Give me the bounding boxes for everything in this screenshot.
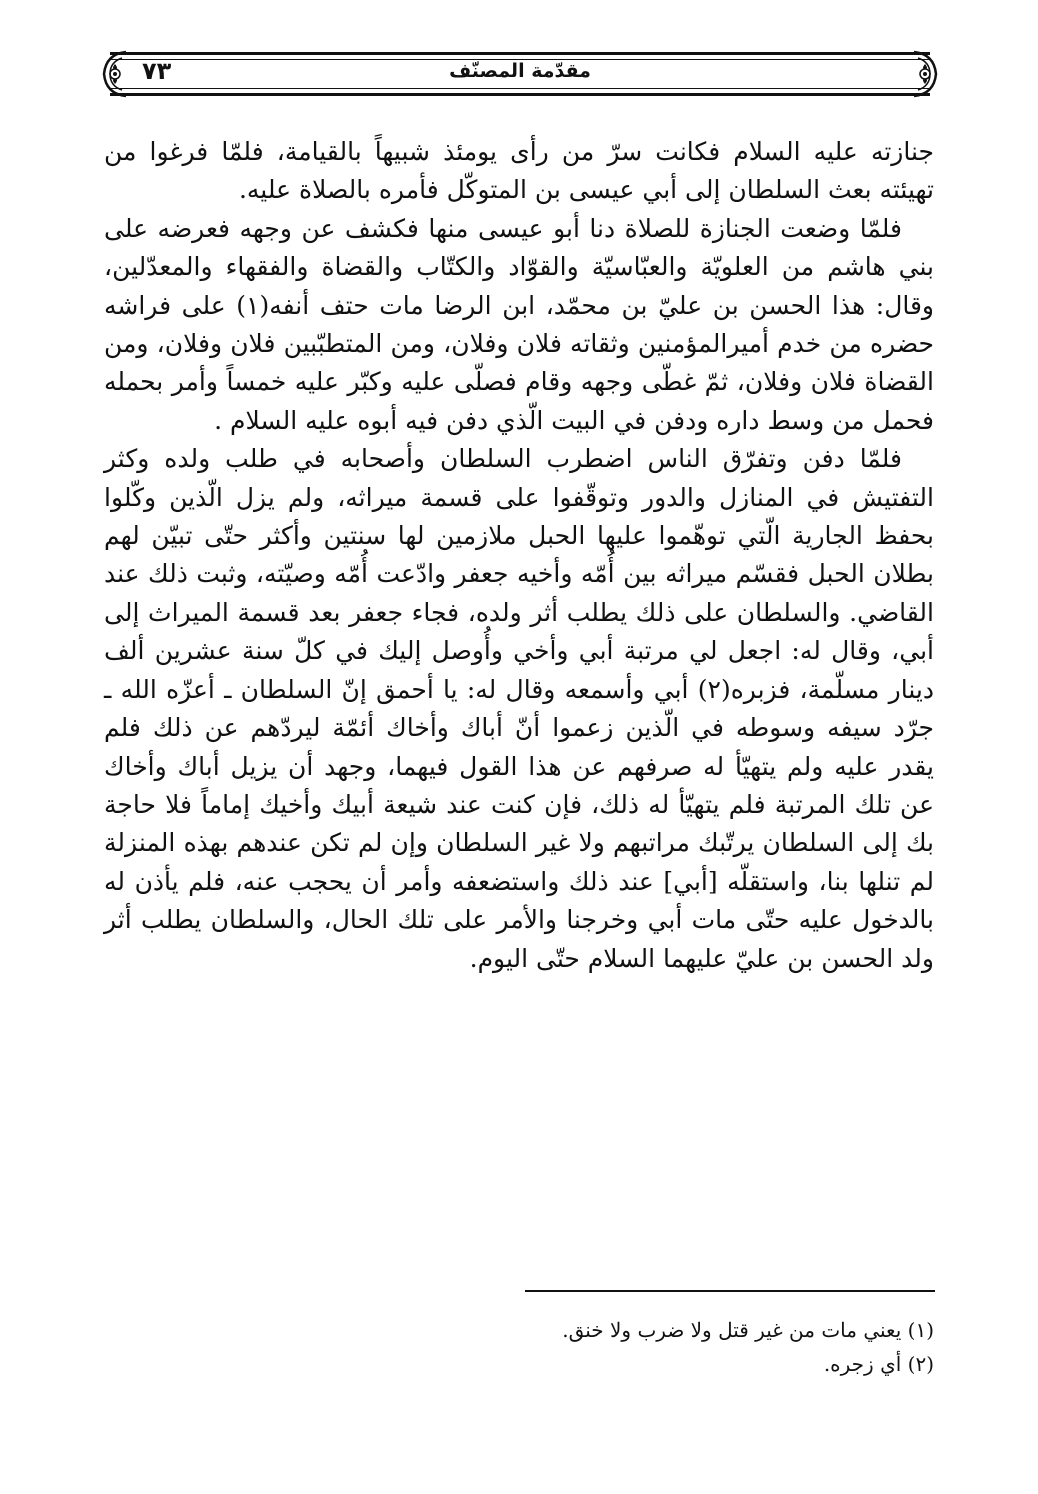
footnote: (١) يعني مات من غير قتل ولا ضرب ولا خنق.	[562, 1318, 934, 1342]
footnote: (٢) أي زجره.	[823, 1352, 934, 1376]
footnote-separator	[525, 1290, 935, 1292]
page-header-title: مقدّمة المصنّف	[449, 60, 591, 82]
paragraph: جنازته عليه السلام فكانت سرّ من رأى يومئذ شبيهاً بالقيامة، فلمّا فرغوا من تهيئته بعث السلطان إلى أبي عيسى بن المتوكّل فأمره بالصلاة عليه.	[104, 137, 934, 205]
main-text	[104, 133, 934, 978]
page-number: ٧٣	[142, 57, 172, 85]
paragraph: فلمّا وضعت الجنازة للصلاة دنا أبو عيسى منها فكشف عن وجهه فعرضه على بني هاشم من العلويّة والعبّاسيّة والقوّاد والكتّاب والقضاة والفقهاء والمعدّلين، وقال: هذا الحسن بن عليّ بن محمّد، ابن الرضا مات حتف أنفه(١) على فراشه حضره من خدم أميرالمؤمنين وثقاته فلان وفلان، ومن المتطبّبين فلان وفلان، ومن القضاة فلان وفلان، ثمّ غطّى وجهه وقام فصلّى عليه وكبّر عليه خمساً وأمر بحمله فحمل من وسط داره ودفن في البيت الّذي دفن فيه أبوه عليه السلام .	[104, 213, 935, 435]
page-header	[96, 48, 944, 100]
footnotes	[104, 1313, 934, 1381]
paragraph: فلمّا دفن وتفرّق الناس اضطرب السلطان وأصحابه في طلب ولده وكثر التفتيش في المنازل والدور وتوقّفوا على قسمة ميراثه، ولم يزل الّذين وكّلوا بحفظ الجارية الّتي توهّموا عليها الحبل ملازمين لها سنتين وأكثر حتّى تبيّن لهم بطلان الحبل فقسّم ميراثه بين أُمّه وأخيه جعفر وادّعت أُمّه وصيّته، وثبت ذلك عند القاضي. والسلطان على ذلك يطلب أثر ولده، فجاء جعفر بعد قسمة الميراث إلى أبي، وقال له: اجعل لي مرتبة أبي وأخي وأُوصل إليك في كلّ سنة عشرين ألف دينار مسلّمة، فزبره(٢) أبي وأسمعه وقال له: يا أحمق إنّ السلطان ـ أعزّه الله ـ جرّد سيفه وسوطه في الّذين زعموا أنّ أباك وأخاك أئمّة ليردّهم عن ذلك فلم يقدر عليه ولم يتهيّأ له صرفهم عن هذا القول فيهما، وجهد أن يزيل أباك وأخاك عن تلك المرتبة فلم يتهيّأ له ذلك، فإن كنت عند شيعة أبيك وأخيك إماماً فلا حاجة بك إلى السلطان يرتّبك مراتبهم ولا غير السلطان وإن لم تكن عندهم بهذه المنزلة لم تنلها بنا، واستقلّه [أبي] عند ذلك واستضعفه وأمر أن يحجب عنه، فلم يأذن له بالدخول عليه حتّى مات أبي وخرجنا والأمر على تلك الحال، والسلطان يطلب أثر ولد الحسن بن عليّ عليهما السلام حتّى اليوم.	[104, 444, 935, 973]
